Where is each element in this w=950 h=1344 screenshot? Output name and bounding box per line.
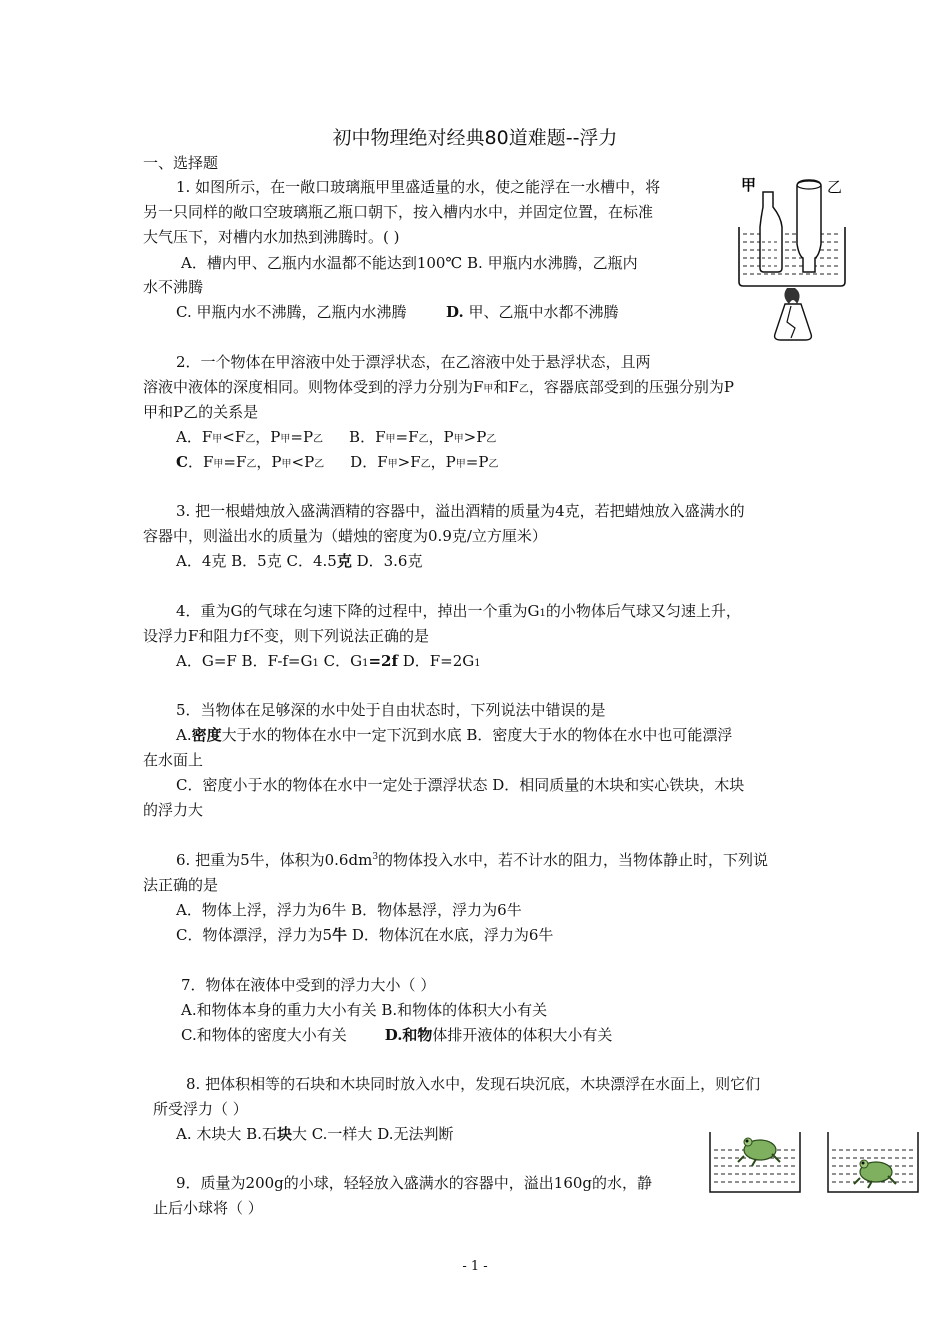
q2-option-ab: A．F甲<F乙，P甲=P乙 B．F甲=F乙，P甲>P乙 (176, 428, 497, 446)
q1-line-3: 大气压下，对槽内水加热到沸腾时。( ) (143, 228, 400, 246)
q9-line-1: 9．质量为200g的小球，轻轻放入盛满水的容器中，溢出160g的水，静 (176, 1174, 653, 1192)
page-title: 初中物理绝对经典80道难题--浮力 (332, 127, 618, 149)
q1-option-d-text: 甲、乙瓶中水都不沸腾 (463, 303, 619, 321)
q7-option-ab: A.和物体本身的重力大小有关 B.和物体的体积大小有关 (181, 1001, 548, 1019)
q2-line-2 (143, 377, 734, 400)
q9-line-2: 止后小球将（ ） (153, 1199, 263, 1217)
frog-icon (854, 1160, 896, 1188)
frog-tank-left-figure (706, 1128, 806, 1198)
page-number: - 1 - (462, 1259, 488, 1274)
q2-line-1: 2．一个物体在甲溶液中处于漂浮状态，在乙溶液中处于悬浮状态，且两 (176, 353, 651, 371)
q2-sub-yi: 乙 (518, 384, 529, 395)
q8-line-2: 所受浮力（ ） (153, 1100, 248, 1118)
q8-options: A. 木块大 B.石块大 C.一样大 D.无法判断 (176, 1125, 454, 1143)
q1-line-5: 水不沸腾 (143, 278, 204, 296)
q3-line-1: 3. 把一根蜡烛放入盛满酒精的容器中，溢出酒精的质量为4克，若把蜡烛放入盛满水的 (176, 502, 745, 520)
frog-tank-right-figure (824, 1128, 924, 1198)
frog-icon (738, 1138, 780, 1166)
q6-line-1: 6. 把重为5牛，体积为$0.6dm^3$的物体投入水中，若不计水的阻力，当物体静止时，下列说 (176, 851, 769, 869)
q3-line-2: 容器中，则溢出水的质量为（蜡烛的密度为0.9克/立方厘米） (143, 527, 547, 545)
q2-text-c: ，容器底部受到的压强分别为P (528, 378, 734, 396)
q8-line-1: 8. 把体积相等的石块和木块同时放入水中，发现石块沉底，木块漂浮在水面上，则它们 (186, 1075, 761, 1093)
q3-options: A．4克 B．5克 C．4.5克 D．3.6克 (176, 552, 423, 570)
section-heading: 一、选择题 (143, 154, 219, 172)
q2-sub-jia: 甲 (483, 384, 494, 395)
q5-line-3: 在水面上 (143, 751, 204, 769)
q4-line-2: 设浮力F和阻力f不变，则下列说法正确的是 (143, 627, 429, 645)
q1-option-ab: A．槽内甲、乙瓶内水温都不能达到100℃ B. 甲瓶内水沸腾，乙瓶内 (181, 254, 638, 272)
q6-line-2: 法正确的是 (143, 876, 219, 894)
q4-line-1: 4．重为G的气球在匀速下降的过程中，掉出一个重为G1的小物体后气球又匀速上升， (176, 602, 741, 620)
q2-line-3: 甲和P乙的关系是 (143, 403, 259, 421)
q2-text-b: 和F (493, 378, 519, 396)
q1-option-cd (176, 302, 619, 322)
q5-option-cd: C．密度小于水的物体在水中一定处于漂浮状态 D．相同质量的木块和实心铁块，木块 (176, 776, 745, 794)
q7-line-1: 7．物体在液体中受到的浮力大小（ ） (181, 976, 436, 994)
q5-line-1: 5．当物体在足够深的水中处于自由状态时，下列说法中错误的是 (176, 701, 606, 719)
q7-option-cd: C.和物体的密度大小有关 D.和物体排开液体的体积大小有关 (181, 1026, 613, 1044)
q6-option-cd: C．物体漂浮，浮力为5牛 D．物体沉在水底，浮力为6牛 (176, 926, 554, 944)
q1-option-d-letter: D. (446, 303, 464, 321)
q6-option-ab: A．物体上浮，浮力为6牛 B．物体悬浮，浮力为6牛 (176, 901, 522, 919)
q4-options: A．G=F B．F-f=G1 C．G1=2f D．F=2G1 (176, 652, 481, 670)
figure-label-yi: 乙 (827, 178, 843, 196)
q1-line-1: 1. 如图所示，在一敞口玻璃瓶甲里盛适量的水，使之能浮在一水槽中，将 (176, 178, 661, 196)
figure-label-jia: 甲 (741, 176, 757, 194)
q5-line-5: 的浮力大 (143, 801, 204, 819)
bottles-tank-figure (735, 172, 850, 350)
q2-text-a: 溶液中液体的深度相同。则物体受到的浮力分别为F (143, 378, 484, 396)
q1-line-2: 另一只同样的敞口空玻璃瓶乙瓶口朝下，按入槽内水中，并固定位置，在标准 (143, 203, 654, 221)
q1-option-c: C. 甲瓶内水不沸腾，乙瓶内水沸腾 (176, 303, 407, 321)
q2-option-cd: C．F甲=F乙，P甲<P乙 D．F甲>F乙，P甲=P乙 (176, 453, 499, 471)
q5-option-ab: A.密度大于水的物体在水中一定下沉到水底 B．密度大于水的物体在水中也可能漂浮 (176, 726, 733, 744)
